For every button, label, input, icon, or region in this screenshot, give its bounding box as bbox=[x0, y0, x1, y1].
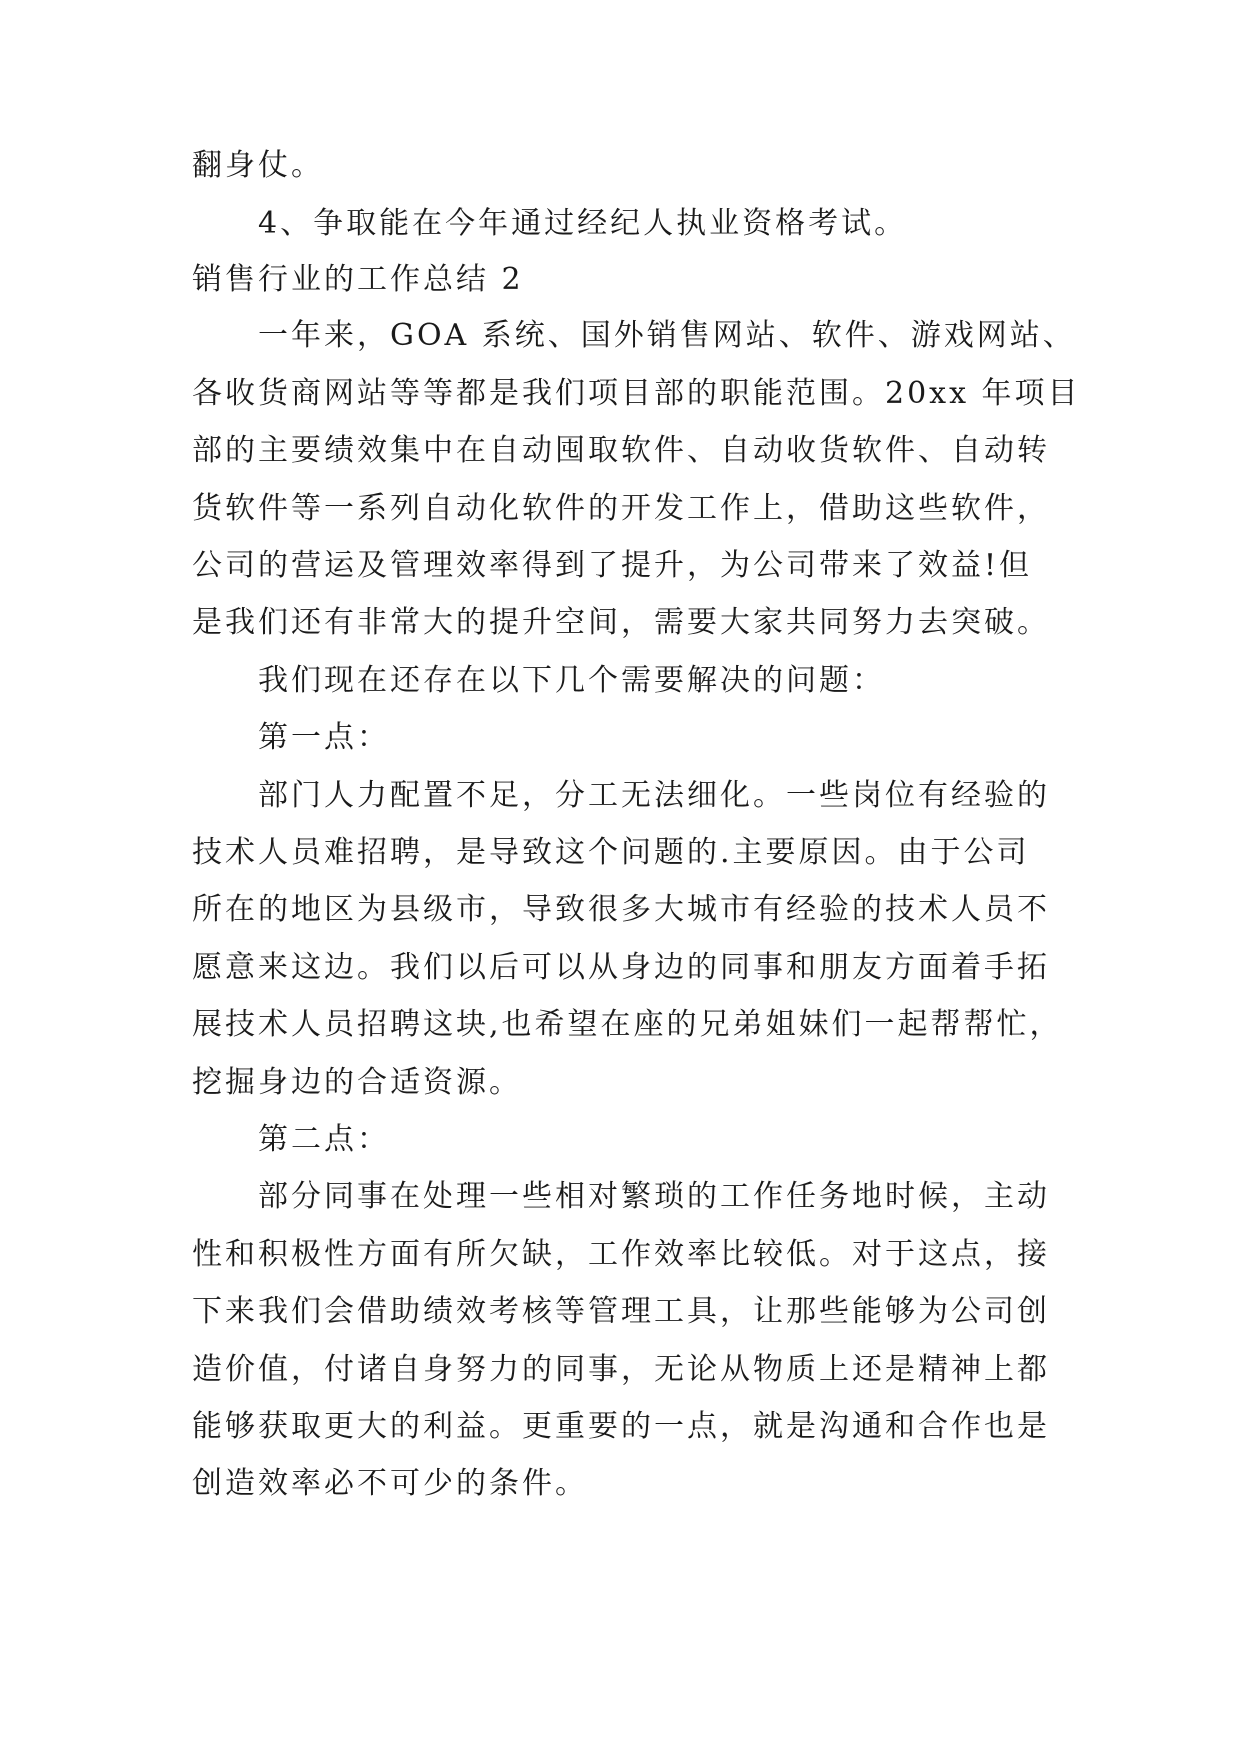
text-line: 部分同事在处理一些相对繁琐的工作任务地时候，主动 bbox=[258, 1179, 1050, 1214]
text-line: 是我们还有非常大的提升空间，需要大家共同努力去突破。 bbox=[192, 605, 1050, 640]
text-line: 能够获取更大的利益。更重要的一点，就是沟通和合作也是 bbox=[192, 1409, 1050, 1444]
point-heading: 第二点： bbox=[258, 1122, 390, 1157]
text-line: 部的主要绩效集中在自动囤取软件、自动收货软件、自动转 bbox=[192, 433, 1050, 468]
text-line: 技术人员难招聘，是导致这个问题的.主要原因。由于公司 bbox=[192, 835, 1030, 870]
text-line: 各收货商网站等等都是我们项目部的职能范围。20xx 年项目 bbox=[192, 376, 1081, 411]
text-line: 下来我们会借助绩效考核等管理工具，让那些能够为公司创 bbox=[192, 1294, 1050, 1329]
text-line: 4、争取能在今年通过经纪人执业资格考试。 bbox=[258, 206, 908, 241]
text-line: 公司的营运及管理效率得到了提升，为公司带来了效益!但 bbox=[192, 548, 1033, 583]
text-line: 一年来，GOA 系统、国外销售网站、软件、游戏网站、 bbox=[258, 318, 1076, 353]
text-line: 部门人力配置不足，分工无法细化。一些岗位有经验的 bbox=[258, 778, 1050, 813]
section-heading: 销售行业的工作总结 2 bbox=[192, 262, 524, 297]
point-heading: 第一点： bbox=[258, 720, 390, 755]
text-line: 货软件等一系列自动化软件的开发工作上，借助这些软件， bbox=[192, 491, 1050, 526]
text-line: 造价值，付诸自身努力的同事，无论从物质上还是精神上都 bbox=[192, 1352, 1050, 1387]
text-line: 所在的地区为县级市，导致很多大城市有经验的技术人员不 bbox=[192, 892, 1050, 927]
text-line: 创造效率必不可少的条件。 bbox=[192, 1466, 588, 1501]
text-line: 愿意来这边。我们以后可以从身边的同事和朋友方面着手拓 bbox=[192, 950, 1050, 985]
text-line: 挖掘身边的合适资源。 bbox=[192, 1065, 522, 1100]
text-line: 性和积极性方面有所欠缺，工作效率比较低。对于这点，接 bbox=[192, 1237, 1050, 1272]
text-line: 翻身仗。 bbox=[192, 148, 324, 183]
text-line: 展技术人员招聘这块,也希望在座的兄弟姐妹们一起帮帮忙， bbox=[192, 1007, 1063, 1042]
text-line: 我们现在还存在以下几个需要解决的问题： bbox=[258, 663, 885, 698]
